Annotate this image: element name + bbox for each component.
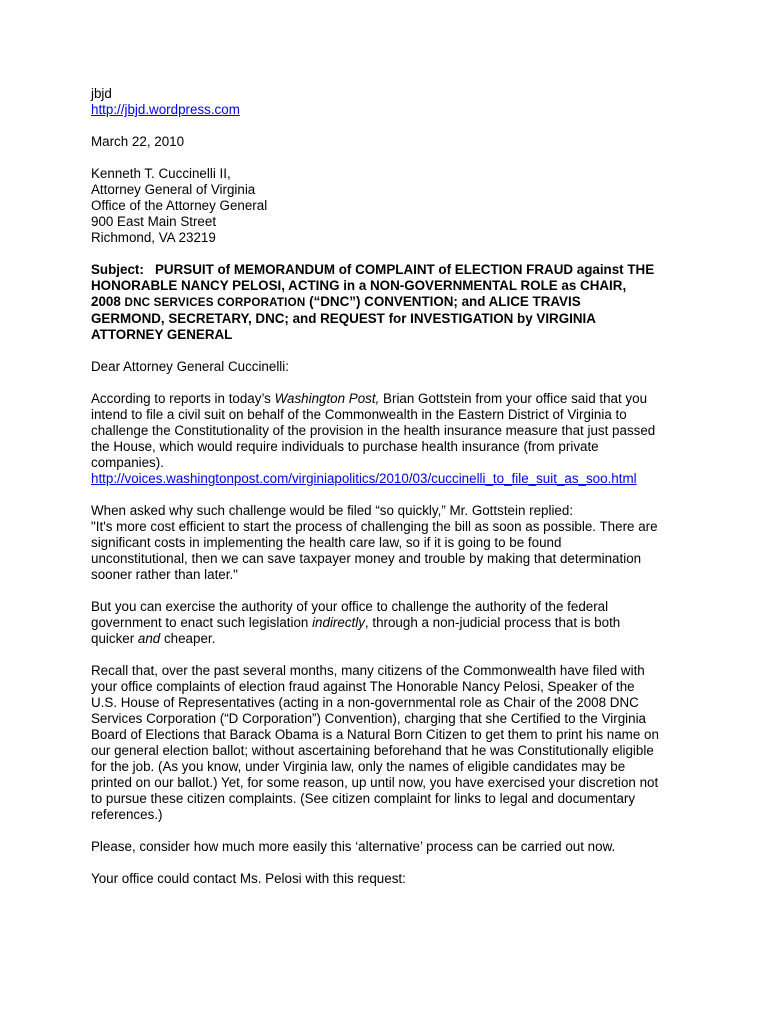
paragraph-line: our general election ballot; without ascertaining beforehand that he was Constitutionally eligible	[91, 743, 654, 758]
subject-line-3: 2008 DNC SERVICES CORPORATION (“DNC”) CONVENTION; and ALICE TRAVIS	[91, 294, 581, 309]
subject-small-caps: DNC SERVICES CORPORATION	[124, 296, 306, 309]
paragraph-line: U.S. House of Representatives (acting in a non-governmental role as Chair of the 2008 DNC	[91, 695, 639, 710]
quote-line: sooner rather than later."	[91, 567, 238, 582]
paragraph-line: quicker and cheaper.	[91, 631, 216, 646]
washington-post-link[interactable]: http://voices.washingtonpost.com/virginiapolitics/2010/03/cuccinelli_to_file_suit_as_soo.html	[91, 471, 637, 486]
paragraph-1	[91, 391, 711, 487]
paragraph-line: According to reports in today’s Washington Post, Brian Gottstein from your office said that you	[91, 391, 648, 406]
paragraph-line: challenge the Constitutionality of the provision in the health insurance measure that just passed	[91, 423, 656, 438]
newspaper-title: Washington Post,	[274, 391, 380, 406]
subject-line-4: GERMOND, SECRETARY, DNC; and REQUEST for INVESTIGATION by VIRGINIA	[91, 311, 596, 326]
paragraph-3	[91, 599, 711, 647]
recipient-line: Attorney General of Virginia	[91, 182, 256, 197]
letter-header	[91, 86, 711, 118]
paragraph-2	[91, 503, 711, 583]
paragraph-6: Your office could contact Ms. Pelosi with this request:	[91, 871, 406, 886]
paragraph-line: your office complaints of election fraud against The Honorable Nancy Pelosi, Speaker of the	[91, 679, 635, 694]
paragraph-line: government to enact such legislation indirectly, through a non-judicial process that is both	[91, 615, 621, 630]
recipient-line: Kenneth T. Cuccinelli II,	[91, 166, 231, 181]
quote-line: "It's more cost efficient to start the process of challenging the bill as soon as possible. There are	[91, 519, 658, 534]
paragraph-line: to pursue these citizen complaints. (See citizen complaint for links to legal and documentary	[91, 791, 636, 806]
website-link[interactable]: http://jbjd.wordpress.com	[91, 102, 240, 117]
subject-line-5: ATTORNEY GENERAL	[91, 327, 233, 342]
paragraph-4	[91, 663, 711, 823]
paragraph-line: for the job. (As you know, under Virginia law, only the names of eligible candidates may be	[91, 759, 626, 774]
paragraph-line: Board of Elections that Barack Obama is a Natural Born Citizen to get them to print his name on	[91, 727, 659, 742]
paragraph-line: printed on our ballot.) Yet, for some reason, up until now, you have exercised your discretion not	[91, 775, 659, 790]
paragraph-line: references.)	[91, 807, 163, 822]
paragraph-line: But you can exercise the authority of your office to challenge the authority of the federal	[91, 599, 609, 614]
author-name: jbjd	[91, 86, 112, 101]
subject-line-1: Subject: PURSUIT of MEMORANDUM of COMPLAINT of ELECTION FRAUD against THE	[91, 262, 655, 277]
recipient-address	[91, 166, 711, 246]
paragraph-line: the House, which would require individuals to purchase health insurance (from private	[91, 439, 599, 454]
paragraph-5: Please, consider how much more easily this ‘alternative’ process can be carried out now.	[91, 839, 616, 854]
recipient-line: 900 East Main Street	[91, 214, 217, 229]
date-text: March 22, 2010	[91, 134, 185, 149]
subject-label: Subject:	[91, 262, 144, 277]
recipient-line: Richmond, VA 23219	[91, 230, 216, 245]
salutation: Dear Attorney General Cuccinelli:	[91, 359, 289, 374]
paragraph-line: Recall that, over the past several months, many citizens of the Commonwealth have filed with	[91, 663, 645, 678]
paragraph-line: When asked why such challenge would be filed “so quickly,” Mr. Gottstein replied:	[91, 503, 574, 518]
letter-body	[91, 86, 711, 903]
letter-date	[91, 134, 711, 150]
quote-line: unconstitutional, then we can save taxpayer money and trouble by making that determination	[91, 551, 642, 566]
quote-line: significant costs in implementing the health care law, so if it is going to be found	[91, 535, 562, 550]
paragraph-line: intend to file a civil suit on behalf of the Commonwealth in the Eastern District of Virginia to	[91, 407, 627, 422]
paragraph-line: companies).	[91, 455, 164, 470]
subject-line-2: HONORABLE NANCY PELOSI, ACTING in a NON-GOVERNMENTAL ROLE as CHAIR,	[91, 278, 627, 293]
recipient-line: Office of the Attorney General	[91, 198, 268, 213]
paragraph-line: Services Corporation (“D Corporation”) Convention), charging that she Certified to the Virginia	[91, 711, 646, 726]
subject-block	[91, 262, 711, 343]
